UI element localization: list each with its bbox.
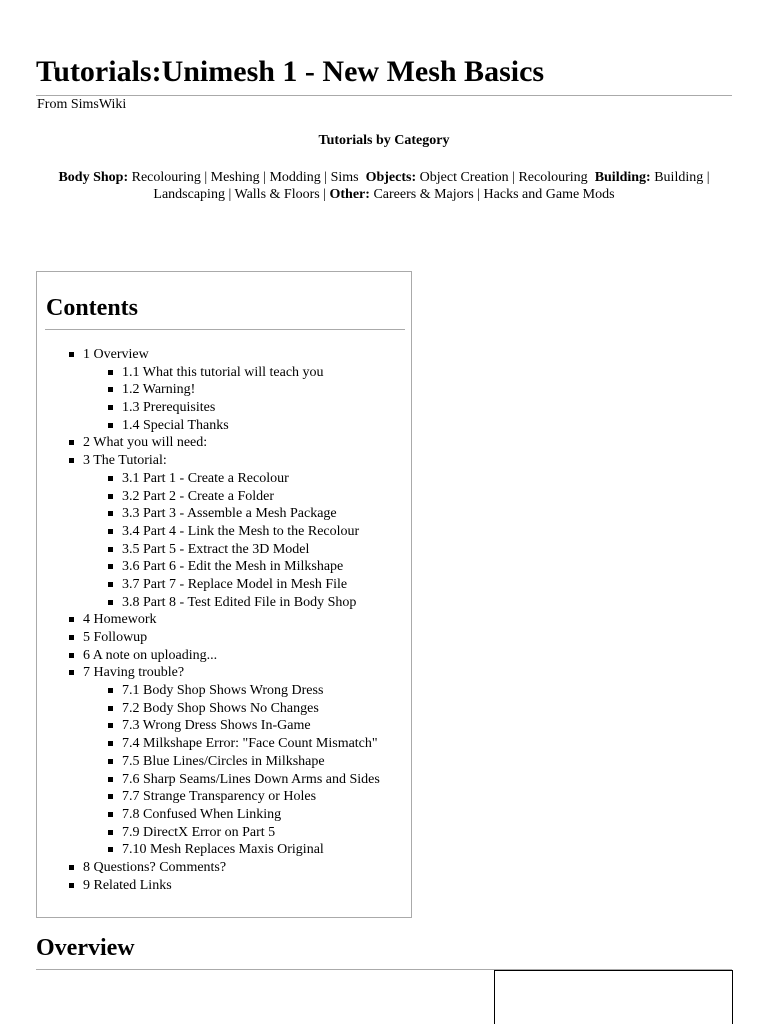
bullet-icon — [108, 370, 113, 375]
toc-item — [37, 594, 413, 612]
toc-link[interactable]: 7.10 Mesh Replaces Maxis Original — [122, 842, 324, 858]
categories-nav — [40, 169, 728, 203]
toc-list — [37, 346, 413, 894]
bullet-icon — [108, 741, 113, 746]
bullet-icon — [108, 582, 113, 587]
building-links[interactable]: Building | — [654, 170, 710, 185]
toc-link[interactable]: 3.5 Part 5 - Extract the 3D Model — [122, 541, 310, 557]
toc-item — [37, 558, 413, 576]
overview-heading: Overview — [36, 935, 135, 961]
bullet-icon — [69, 635, 74, 640]
toc-link[interactable]: 7.3 Wrong Dress Shows In-Game — [122, 718, 311, 734]
toc-item — [37, 788, 413, 806]
toc-item — [37, 647, 413, 665]
toc-link[interactable]: 7.9 DirectX Error on Part 5 — [122, 824, 276, 840]
toc-item — [37, 682, 413, 700]
toc-item — [37, 417, 413, 435]
toc-link[interactable]: 3.4 Part 4 - Link the Mesh to the Recolour — [122, 523, 360, 539]
table-of-contents — [36, 271, 412, 918]
bullet-icon — [108, 423, 113, 428]
bullet-icon — [69, 440, 74, 445]
categories-title: Tutorials by Category — [318, 133, 450, 148]
toc-link[interactable]: 7 Having trouble? — [83, 665, 185, 681]
toc-link[interactable]: 7.7 Strange Transparency or Holes — [122, 789, 317, 805]
site-subtitle: From SimsWiki — [37, 97, 127, 112]
toc-divider — [45, 329, 405, 330]
other-label: Other: — [329, 187, 370, 202]
bullet-icon — [108, 794, 113, 799]
bullet-icon — [108, 529, 113, 534]
toc-link[interactable]: 7.8 Confused When Linking — [122, 806, 282, 822]
toc-link[interactable]: 8 Questions? Comments? — [83, 859, 227, 875]
bullet-icon — [108, 847, 113, 852]
toc-link[interactable]: 3.6 Part 6 - Edit the Mesh in Milkshape — [122, 559, 344, 575]
toc-item — [37, 700, 413, 718]
title-divider — [36, 95, 732, 96]
bullet-icon — [108, 830, 113, 835]
toc-item — [37, 541, 413, 559]
infobox — [494, 970, 733, 1024]
toc-item — [37, 735, 413, 753]
body-shop-links[interactable]: Recolouring | Meshing | Modding | Sims — [131, 170, 359, 185]
toc-link[interactable]: 3.1 Part 1 - Create a Recolour — [122, 470, 289, 486]
building-links-continued[interactable]: Landscaping | Walls & Floors | — [153, 187, 326, 202]
bullet-icon — [108, 723, 113, 728]
toc-link[interactable]: 3.8 Part 8 - Test Edited File in Body Shop — [122, 594, 357, 610]
bullet-icon — [69, 865, 74, 870]
toc-item — [37, 841, 413, 859]
toc-link[interactable]: 1 Overview — [83, 347, 149, 362]
bullet-icon — [69, 617, 74, 622]
bullet-icon — [108, 405, 113, 410]
bullet-icon — [108, 759, 113, 764]
toc-item — [37, 629, 413, 647]
toc-item — [37, 488, 413, 506]
toc-link[interactable]: 5 Followup — [83, 630, 148, 645]
toc-link[interactable]: 1.1 What this tutorial will teach you — [122, 364, 324, 380]
toc-link[interactable]: 1.3 Prerequisites — [122, 400, 216, 416]
toc-item — [37, 824, 413, 842]
toc-item — [37, 399, 413, 417]
toc-link[interactable]: 7.1 Body Shop Shows Wrong Dress — [122, 683, 324, 699]
page-title: Tutorials:Unimesh 1 - New Mesh Basics — [36, 55, 545, 88]
toc-link[interactable]: 3 The Tutorial: — [83, 453, 167, 469]
bullet-icon — [108, 564, 113, 569]
toc-link[interactable]: 7.2 Body Shop Shows No Changes — [122, 700, 319, 716]
toc-item — [37, 664, 413, 682]
toc-item — [37, 434, 413, 452]
toc-link[interactable]: 1.2 Warning! — [122, 382, 196, 398]
bullet-icon — [69, 653, 74, 658]
bullet-icon — [69, 458, 74, 463]
bullet-icon — [69, 352, 74, 357]
toc-link[interactable]: 6 A note on uploading... — [83, 647, 218, 663]
bullet-icon — [69, 883, 74, 888]
bullet-icon — [108, 387, 113, 392]
toc-item — [37, 717, 413, 735]
toc-item — [37, 381, 413, 399]
toc-title: Contents — [46, 295, 139, 321]
toc-item — [37, 452, 413, 470]
bullet-icon — [108, 777, 113, 782]
toc-item — [37, 877, 413, 895]
toc-item — [37, 771, 413, 789]
bullet-icon — [108, 547, 113, 552]
bullet-icon — [69, 670, 74, 675]
bullet-icon — [108, 600, 113, 605]
toc-link[interactable]: 3.3 Part 3 - Assemble a Mesh Package — [122, 506, 337, 522]
toc-link[interactable]: 1.4 Special Thanks — [122, 417, 229, 433]
toc-link[interactable]: 3.7 Part 7 - Replace Model in Mesh File — [122, 576, 348, 592]
toc-item — [37, 859, 413, 877]
bullet-icon — [108, 688, 113, 693]
bullet-icon — [108, 511, 113, 516]
toc-item — [37, 470, 413, 488]
toc-link[interactable]: 9 Related Links — [83, 877, 172, 893]
objects-links[interactable]: Object Creation | Recolouring — [419, 170, 588, 185]
toc-link[interactable]: 2 What you will need: — [83, 435, 208, 451]
other-links[interactable]: Careers & Majors | Hacks and Game Mods — [373, 187, 615, 202]
toc-item — [37, 806, 413, 824]
toc-item — [37, 523, 413, 541]
toc-item — [37, 364, 413, 382]
bullet-icon — [108, 812, 113, 817]
toc-item — [37, 611, 413, 629]
objects-label: Objects: — [365, 170, 417, 185]
toc-item — [37, 753, 413, 771]
toc-item — [37, 505, 413, 523]
toc-link[interactable]: 7.6 Sharp Seams/Lines Down Arms and Sides — [122, 771, 380, 787]
bullet-icon — [108, 494, 113, 499]
toc-link[interactable]: 7.5 Blue Lines/Circles in Milkshape — [122, 753, 325, 769]
bullet-icon — [108, 476, 113, 481]
toc-link[interactable]: 7.4 Milkshape Error: "Face Count Mismatch" — [122, 736, 378, 752]
body-shop-label: Body Shop: — [58, 170, 129, 185]
building-label: Building: — [594, 170, 651, 185]
toc-item — [37, 576, 413, 594]
bullet-icon — [108, 706, 113, 711]
toc-item — [37, 346, 413, 364]
toc-link[interactable]: 4 Homework — [83, 612, 157, 628]
toc-link[interactable]: 3.2 Part 2 - Create a Folder — [122, 488, 275, 504]
